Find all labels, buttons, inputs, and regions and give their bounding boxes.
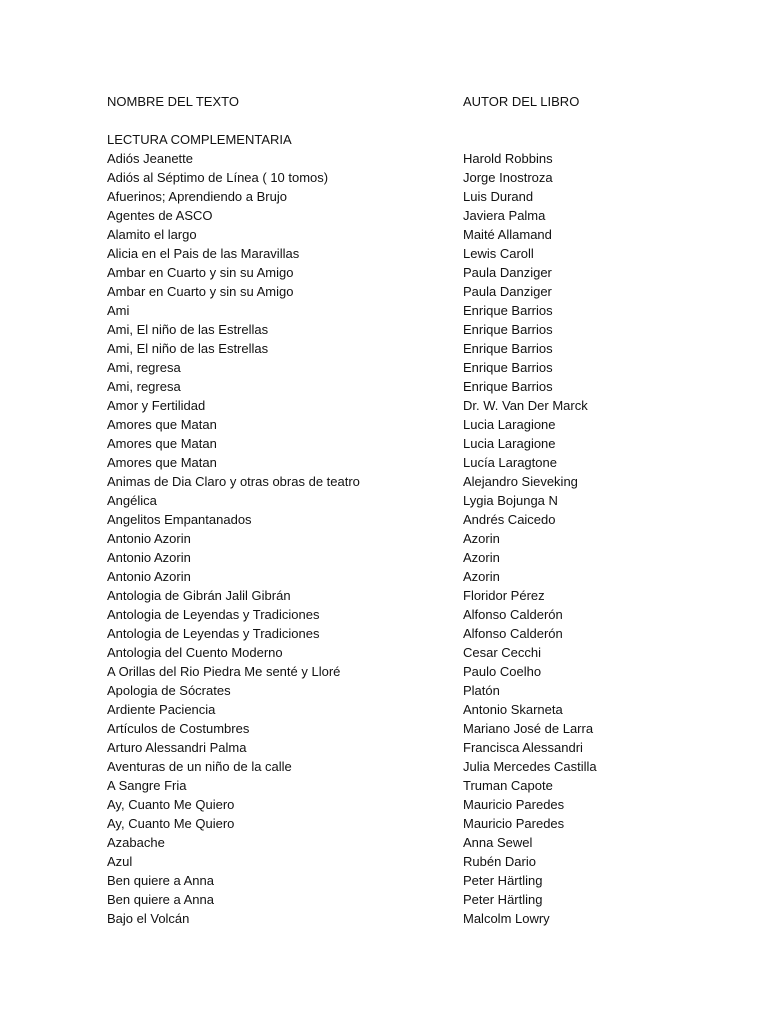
book-row [107,795,667,814]
book-author: Enrique Barrios [463,322,553,337]
book-author: Azorin [463,569,500,584]
book-title: Antonio Azorin [107,531,191,546]
book-author: Lucia Laragione [463,436,556,451]
book-author: Floridor Pérez [463,588,545,603]
book-author: Peter Härtling [463,892,543,907]
book-title: Adiós Jeanette [107,151,194,166]
book-row [107,529,667,548]
book-row [107,358,667,377]
book-author: Anna Sewel [463,835,533,850]
book-title: Artículos de Costumbres [107,721,250,736]
book-row [107,472,667,491]
book-author: Jorge Inostroza [463,170,553,185]
book-row [107,225,667,244]
book-author: Malcolm Lowry [463,911,550,926]
book-author: Azorin [463,550,500,565]
book-title: Amores que Matan [107,417,217,432]
book-title: Animas de Dia Claro y otras obras de teatro [107,474,360,489]
book-author: Enrique Barrios [463,341,553,356]
book-row [107,396,667,415]
book-row [107,738,667,757]
book-title: Ami [107,303,130,318]
book-author: Peter Härtling [463,873,543,888]
book-row [107,453,667,472]
book-row [107,263,667,282]
book-author: Platón [463,683,500,698]
book-author: Truman Capote [463,778,553,793]
book-author: Alejandro Sieveking [463,474,578,489]
book-title: Ami, regresa [107,379,181,394]
book-row [107,377,667,396]
book-author: Harold Robbins [463,151,553,166]
book-author: Mauricio Paredes [463,797,565,812]
book-author: Alfonso Calderón [463,607,563,622]
book-author: Mauricio Paredes [463,816,565,831]
book-title: Ay, Cuanto Me Quiero [107,797,235,812]
book-author: Enrique Barrios [463,360,553,375]
book-title: Azul [107,854,133,869]
book-row [107,776,667,795]
book-title: Antologia de Gibrán Jalil Gibrán [107,588,291,603]
book-row [107,244,667,263]
book-row [107,548,667,567]
book-row [107,624,667,643]
book-title: Antologia de Leyendas y Tradiciones [107,607,320,622]
book-title: A Orillas del Rio Piedra Me senté y Lloré [107,664,341,679]
book-title: Amores que Matan [107,436,217,451]
book-title: Apologia de Sócrates [107,683,231,698]
book-title: Afuerinos; Aprendiendo a Brujo [107,189,287,204]
book-author: Alfonso Calderón [463,626,563,641]
book-author: Enrique Barrios [463,379,553,394]
book-row [107,586,667,605]
book-author: Luis Durand [463,189,534,204]
section-heading: LECTURA COMPLEMENTARIA [107,132,292,147]
book-author: Paula Danziger [463,284,552,299]
book-row [107,415,667,434]
book-author: Lucía Laragtone [463,455,557,470]
book-title: Ben quiere a Anna [107,873,214,888]
book-row [107,567,667,586]
book-title: Ambar en Cuarto y sin su Amigo [107,284,294,299]
book-author: Lewis Caroll [463,246,534,261]
book-row [107,833,667,852]
book-title: A Sangre Fria [107,778,187,793]
book-row [107,491,667,510]
book-author: Lucia Laragione [463,417,556,432]
book-row [107,909,667,928]
book-row [107,757,667,776]
book-row [107,814,667,833]
book-row [107,168,667,187]
book-author: Julia Mercedes Castilla [463,759,597,774]
book-title: Azabache [107,835,165,850]
book-author: Maité Allamand [463,227,552,242]
book-title: Aventuras de un niño de la calle [107,759,292,774]
book-row [107,871,667,890]
book-author: Mariano José de Larra [463,721,594,736]
book-row [107,339,667,358]
book-title: Ay, Cuanto Me Quiero [107,816,235,831]
book-title: Amor y Fertilidad [107,398,206,413]
column-header-row [107,92,667,111]
book-title: Alicia en el Pais de las Maravillas [107,246,300,261]
book-author: Javiera Palma [463,208,546,223]
book-author: Cesar Cecchi [463,645,542,660]
book-author: Francisca Alessandri [463,740,583,755]
book-author: Lygia Bojunga N [463,493,558,508]
book-author: Paulo Coelho [463,664,542,679]
book-author: Antonio Skarneta [463,702,563,717]
book-title: Bajo el Volcán [107,911,190,926]
book-author: Azorin [463,531,500,546]
author-column-header: AUTOR DEL LIBRO [463,94,580,109]
book-title: Arturo Alessandri Palma [107,740,247,755]
book-title: Antonio Azorin [107,569,191,584]
book-row [107,187,667,206]
book-title: Amores que Matan [107,455,217,470]
book-row [107,681,667,700]
book-title: Angélica [107,493,157,508]
book-author: Enrique Barrios [463,303,553,318]
book-title: Adiós al Séptimo de Línea ( 10 tomos) [107,170,329,185]
book-row [107,643,667,662]
book-row [107,700,667,719]
book-title: Ami, El niño de las Estrellas [107,341,269,356]
book-title: Ambar en Cuarto y sin su Amigo [107,265,294,280]
title-column-header: NOMBRE DEL TEXTO [107,94,239,109]
book-row [107,852,667,871]
book-row [107,719,667,738]
book-row [107,149,667,168]
book-list [107,149,667,928]
book-row [107,510,667,529]
book-title: Antologia del Cuento Moderno [107,645,283,660]
book-row [107,206,667,225]
book-title: Ben quiere a Anna [107,892,214,907]
book-title: Ardiente Paciencia [107,702,216,717]
book-title: Ami, El niño de las Estrellas [107,322,269,337]
book-author: Rubén Dario [463,854,536,869]
book-row [107,320,667,339]
book-title: Antonio Azorin [107,550,191,565]
book-title: Antologia de Leyendas y Tradiciones [107,626,320,641]
book-title: Alamito el largo [107,227,197,242]
book-title: Angelitos Empantanados [107,512,252,527]
book-author: Dr. W. Van Der Marck [463,398,588,413]
book-row [107,605,667,624]
book-row [107,890,667,909]
book-row [107,434,667,453]
book-title: Agentes de ASCO [107,208,213,223]
book-author: Paula Danziger [463,265,552,280]
book-title: Ami, regresa [107,360,181,375]
book-row [107,301,667,320]
book-author: Andrés Caicedo [463,512,556,527]
book-row [107,282,667,301]
book-row [107,662,667,681]
